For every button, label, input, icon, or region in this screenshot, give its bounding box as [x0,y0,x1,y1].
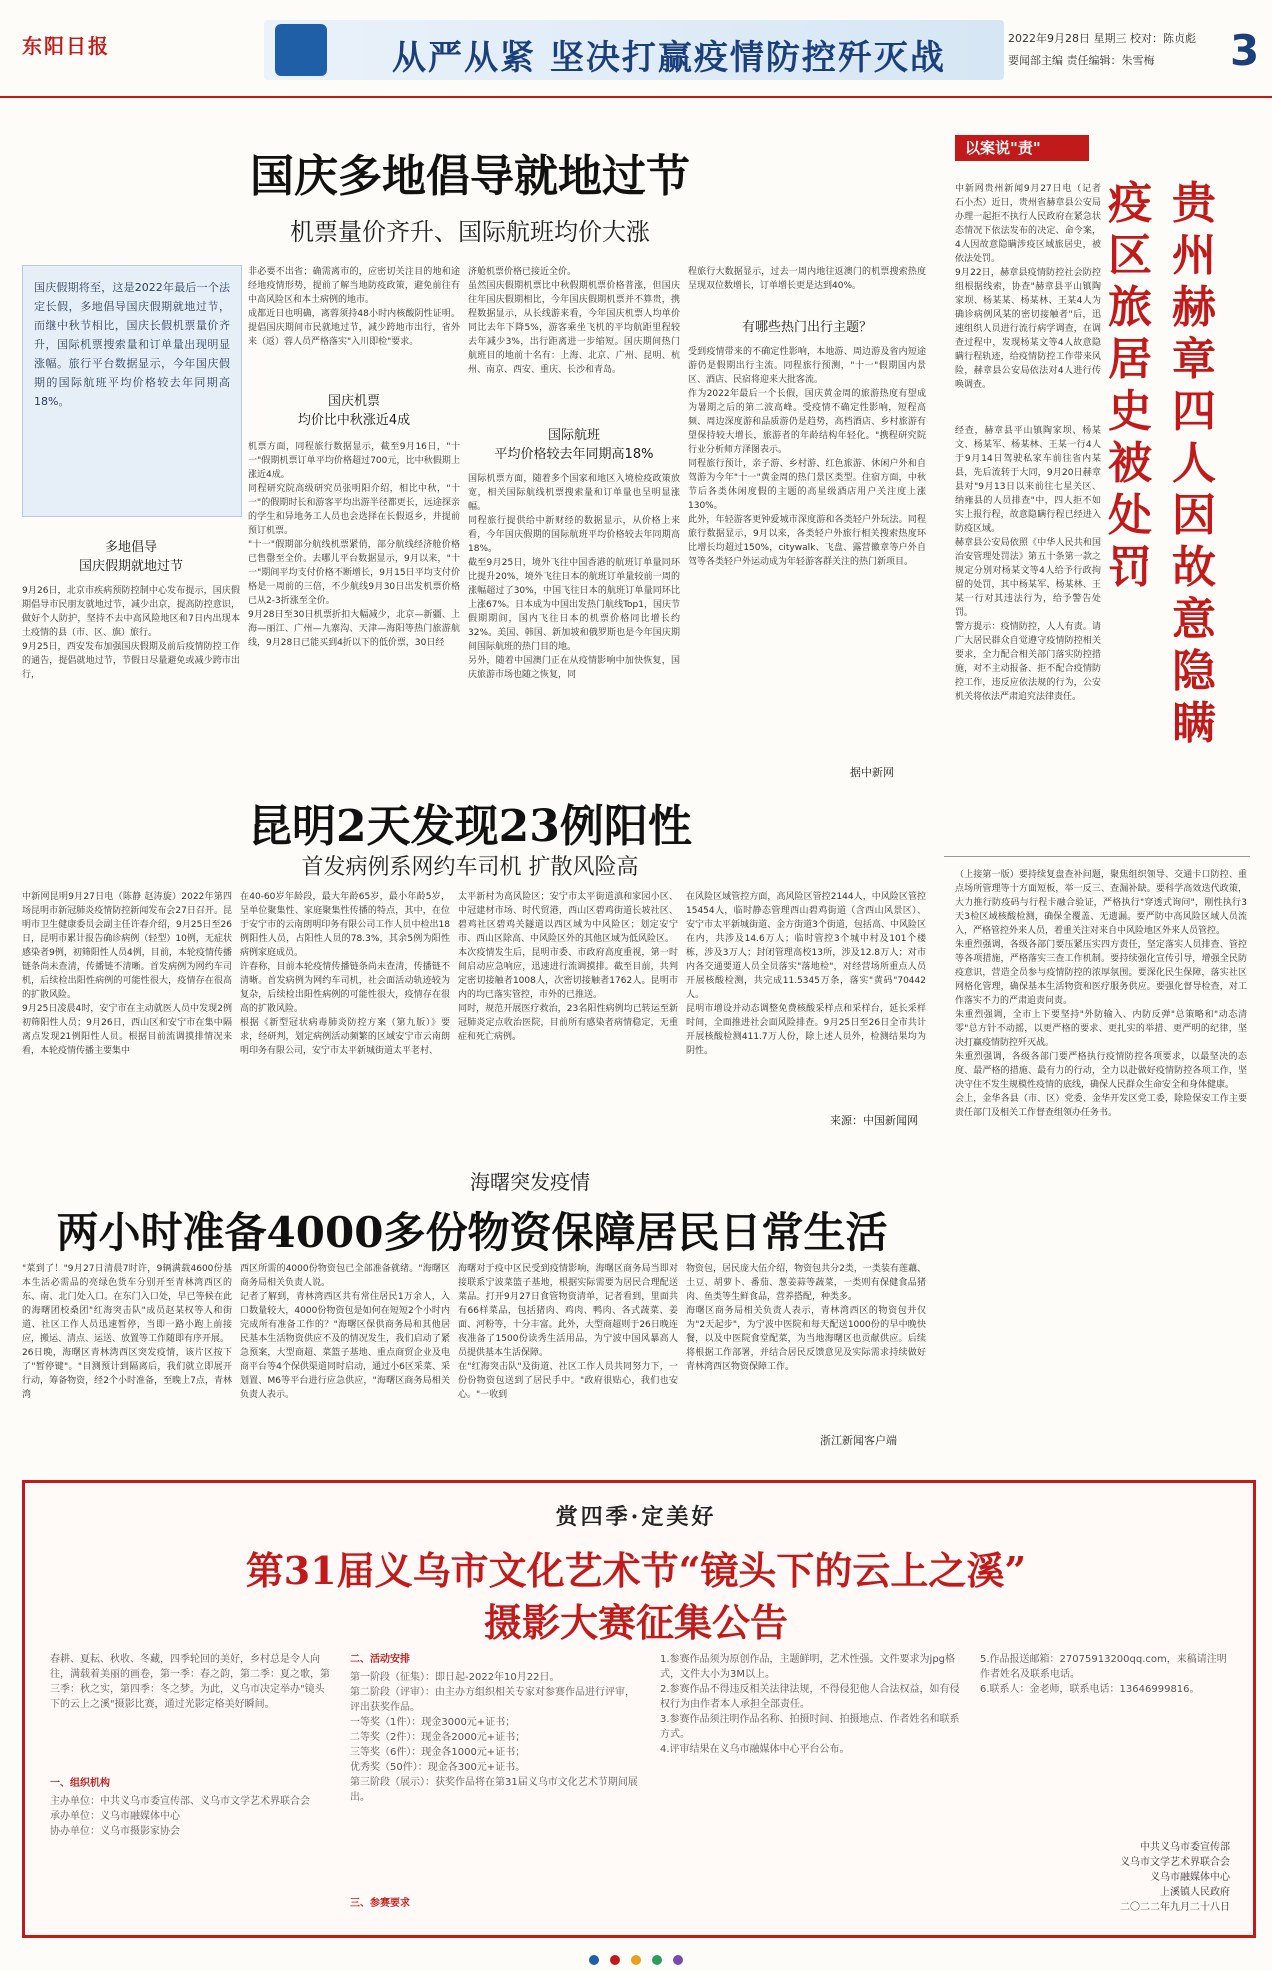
article1-subhead-2: 国庆机票 均价比中秋涨近4成 [297,394,411,428]
notice-col2-heading: 二、活动安排 [350,1654,410,1665]
sidebar-label: 以案说"责" [955,135,1089,161]
article2-col3: 太平新村为高风险区；安宁市太平街道滇和家园小区、中冠建材市场、时代贸港，西山区碧鸡街道长坡社区、碧鸡社区碧鸡关隧道以西区域为中风险区；划定安宁市、西山区除高、中风险区外的其他区域为低风险区。 本次疫情发生后，昆明市委、市政府高度重视，第一时间启动应急响应，迅速进行流调摸排。截至目前，共判定密切接触者1008人，次密切接触者1762人。昆明市内的均已落实管控，市外的已推送。 同时，规范开展医疗救治，23名阳性病例均已转运至新冠肺炎定点收治医院，目前所有感染者病情稳定，无重症和死亡病例。 [458,892,678,1042]
article1-subtitle: 机票量价齐升、国际航班均价大涨 [290,218,650,246]
sidebar-text-1: 中新网贵州新闻9月27日电（记者 石小杰）近日，贵州省赫章县公安局办理一起拒不执行人民政府在紧急状态情况下依法发布的决定、命令案，4人因故意隐瞒涉疫区域旅居史，被依法处罚。 9月22日，赫章县疫情防控社会防控组根据线索，协查"赫章县平山镇陶家坝、杨某某、杨某林、王某4人为确诊病例风某的密切接触者"后，迅速组织人员进行流行病学调查，在调查过程中，发现杨某文等4人故意隐瞒行程轨迹，给疫情防控工作带来风险，赫章县公安局依法对4人进行传唤调查。 [955,184,1101,390]
notice-col1: 春耕、夏耘、秋收、冬藏，四季轮回的美好，乡村总是令人向往，满载着美丽的画卷，第一季：春之韵，第二季：夏之歌，第三季：秋之实，第四季：冬之梦。为此，义乌市决定举办"镜头下的云上之溪"摄影比赛，通过光影定格美好瞬间。 [50,1654,330,1710]
paper-name: 东阳日报 [22,34,110,58]
article1-col2: 非必要不出省；确需离市的，应密切关注目的地和途经地疫情形势，提前了解当地防疫政策，避免前往有中高风险区和本土病例的地市。 成都近日也明确，离蓉须持48小时内核酸阴性证明。提倡国庆期间市民就地过节，减少跨地市出行，省外来（返）蓉人员严格落实"入川即检"要求。 [248,267,460,347]
article3-col3: 海曙对于疫中区民受到疫情影响，海曙区商务局当即对接联系宁波菜篮子基地，根据实际需要为居民合理配送菜品。打开9月27日食管物资清单，记者看到，里面共有66样菜品，包括猪肉、鸡肉、鸭肉、各式蔬菜、姜面、河粉等，十分丰富。此外，大型商超则于26日晚连夜准备了1500份读秀生活用品，为宁波中国风暴高人员提供基本生活保障。 在"红海突击队"及街道、社区工作人员共同努力下，一份份物资包送到了居民手中。"政府很贴心，我们也安心。"一收到 [458,1264,678,1400]
notice-col2: 第一阶段（征集）：即日起-2022年10月22日。 第二阶段（评审）：由主办方组织相关专家对参赛作品进行评审，评出获奖作品。 一等奖（1件）：现金3000元+证书； 二等奖（2件）：现金各2000元+证书； 三等奖（6件）：现金各1000元+证书； 优秀奖（50件）：现金各300元+证书。 第三阶段（展示）：获奖作品将在第31届义乌市文化艺术节期间展出。 [350,1672,638,1803]
article1-lead: 国庆假期将至，这是2022年最后一个法定长假，多地倡导国庆假期就地过节，而继中秋节相比，国庆长假机票量价齐升，国际机票搜索量和订单量出现明显涨幅。旅行平台数据显示，今年国庆假期的国际航班平均价格较去年同期高18%。 [34,281,230,408]
article2-source: 来源：中国新闻网 [830,1114,918,1127]
article1-col2b: 机票方面，同程旅行数据显示，截至9月16日，"十一"假期机票订单平均价格超过700元，比中秋假期上涨近4成。 同程研究院高级研究员张明阳介绍，相比中秋，"十一"的假期时长和游客平均出游半径都更长，远途探亲的学生和异地务工人员也会选择在长假返乡，并提前预订机票。 "十一"假期部分航线机票紧俏，部分航线经济舱价格已售罄至全价。去哪儿平台数据显示，9月以来，"十一"期间平均支付价格不断增长，9月15日平均支付价格是一周前的三倍，不少航线9月30日出发机票价格已从2-3折涨至全价。 9月28日至30日机票折扣大幅减少，北京—新疆、上海—丽江、广州—九寨沟、天津—海阳等热门旅游航线，9月28日已能买到4折以下的低价票，30日经 [248,442,460,648]
column-divider [944,856,1250,857]
footer-decoration [0,1950,1272,1964]
article1-title: 国庆多地倡导就地过节 [250,151,690,202]
article1-col4: 程旅行大数据显示，过去一周内地往返澳门的机票搜索热度呈现双位数增长，订单增长更是达到40%。 [688,267,926,291]
article3-col4: 物资包，居民庞大伍介绍，物资包共分2类，一类装有莲藕、土豆、胡萝卜、番茄、葱姜蒜等蔬菜，一类则有保健食品猪肉、鱼类等生鲜食品，营养搭配，种类多。 海曙区商务局相关负责人表示，青林湾西区的物资包并仅为"2天起步"，为宁波中医院和每天配送1000份的早中晚快餐，以及中医院食堂配菜，为当地海曙区也贡献供应。后续将根据工作部署，并结合居民反馈意见及实际需求持续做好青林湾西区物资保障工作。 [686,1264,926,1372]
sidebar-title-b: 疫区旅居史被处罚 [1108,178,1152,593]
article1-col3: 济舱机票价格已接近全价。 虽然国庆假期机票比中秋假期机票价格普涨，但国庆往年国庆假期相比，今年国庆假期机票并不算贵，携程数据显示，从长线游来看，今年国庆机票人均单价同比去年下降5%，游客乘坐飞机的平均航距里程较去年减少3%，出行距离进一步缩短。国庆期间热门航班目的地前十名有：上海、北京、广州、昆明、杭州、南京、西安、重庆、长沙和青岛。 [468,267,680,375]
article2-col4: 在风险区域管控方面，高风险区管控2144人，中风险区管控15454人，临时静态管理西山碧鸡街道（含西山风景区）、安宁市太平新城街道、金方街道3个街道，包括高、中风险区在内，共涉及14.6万人；临时管控3个城中村及101个楼栋，涉及3万人；封闭管理高校13所，涉及12.8万人；对市内各交通要道人员全员落实"落地检"，对经营场所重点人员开展核酸检测，共完成11.5345万条，落实"黄码"70442人。 昆明市增设并动态调整免费核酸采样点和采样台，延长采样时间，全面推进社会面风险排查。9月25日至26日全市共计开展核酸检测411.7万人份，除上述人员外，检测结果均为阴性。 [686,892,926,1056]
footer-dot-icon [631,1955,641,1965]
article1-subhead-3: 国际航班 平均价格较去年同期高18% [494,428,654,462]
article2-col1: 中新网昆明9月27日电（陈静 赵涛旋）2022年第四场昆明市新冠肺炎疫情防控新闻发布会27日召开。昆明市卫生健康委员会副主任许春介绍，9月25日至26日，昆明市累计报告确诊病例（轻型）10例，无症状感染者9例，初筛阳性人员4例，目前，本轮疫情传播链条尚未查清，传播链不清晰。首发病例为网约车司机，后续检出阳性病例的可能性很大，疫情存在很高的扩散风险。 9月25日凌晨4时，安宁市在主动就医人员中发现2例初筛阳性人员；9月26日，西山区和安宁市在集中隔离点发现21例阳性人员。根据目前流调摸排情况来看，本轮疫情传播主要集中 [22,892,232,1056]
article1-col1: 9月26日，北京市疾病预防控制中心发布提示，国庆假期倡导市民朋友就地过节，减少出京，提高防控意识，做好个人防护，坚持不去中高风险地区和7日内出现本土疫情的县（市、区、旗）旅行。 9月25日，西安发布加强国庆假期及前后疫情防控工作的通告，提倡就地过节，节假日尽量避免或减少跨市出行， [22,586,240,680]
notice-col1b: 主办单位：中共义乌市委宣传部、义乌市文学艺术界联合会 承办单位：义乌市融媒体中心 协办单位：义乌市摄影家协会 [50,1796,310,1837]
article1-col3b: 国际机票方面，随着多个国家和地区入境检疫政策放宽，相关国际航线机票搜索量和订单量也呈明显涨幅。 同程旅行提供给中新财经的数据显示，从价格上来看，今年国庆假期的国际航班平均价格较去年同期高18%。 截至9月25日，境外飞往中国香港的航班订单量同环比提升20%，境外飞往日本的航班订单量较前一周的涨幅超过了30%，中国飞往日本的航班订单量同环比上涨67%。日本成为中国出发热门航线Top1，国庆节假期期间，国内飞往日本的机票价格同比增长约32%。美国、韩国、新加坡和俄罗斯也是今年国庆期间国际航班的热门目的地。 另外，随着中国澳门正在从疫情影响中加快恢复，国庆旅游市场也随之恢复，同 [468,474,680,680]
footer-dot-icon [673,1955,683,1965]
footer-dot-icon [652,1955,662,1965]
article1-col4b: 受到疫情带来的不确定性影响，本地游、周边游及省内短途游仍是假期出行主流。同程旅行预测，"十一"假期国内景区、酒店、民宿将迎来大批客流。 作为2022年最后一个长假，国庆黄金周的旅游热度有望成为暑期之后的第二波高峰。受疫情不确定性影响，短程高频、周边深度游和品质游仍是趋势，高档酒店、乡村旅游有望保持较大增长，旅游者的年龄结构年轻化。"携程研究院行业分析师方泽图表示。 同程旅行预计，亲子游、乡村游、红色旅游、休闲户外和自驾游为今年"十一"黄金周的热门景区类型。住宿方面，中秋节后各类休闲度假的主题的高星级酒店用户关注度上涨130%。 此外，年轻游客更钟爱城市深度游和各类轻户外玩法。同程旅行数据显示，9月以来，各类轻户外旅行相关搜索热度环比增长均超过150%，citywalk、飞盘、露营徽章等户外自驾等各类轻户外运动成为年轻游客群关注的热门新项目。 [688,347,926,567]
medical-worker-icon [275,24,327,76]
notice-col3: 1.参赛作品须为原创作品，主题鲜明，艺术性强。文件要求为jpg格式，文件大小为3M以上。 2.参赛作品不得违反相关法律法规，不得侵犯他人合法权益，如有侵权行为由作者本人承担全部责任。 3.参赛作品须注明作品名称、拍摄时间、拍摄地点、作者姓名和联系方式。 4.评审结果在义乌市融媒体中心平台公布。 [660,1654,960,1755]
article2-title: 昆明2天发现23例阳性 [248,801,692,852]
article2-subtitle: 首发病例系网约车司机 扩散风险高 [301,855,639,880]
article3-source: 浙江新闻客户端 [820,1434,897,1447]
notice-title-2: 摄影大赛征集公告 [483,1600,788,1645]
notice-title-1: 第31届义乌市文化艺术节“镜头下的云上之溪” [245,1548,1027,1593]
sidebar-text-2: 经查，赫章县平山镇陶家坝、杨某文、杨某军、杨某林、王某一行4人于9月14日驾驶私家车前往省内某县，先后流转于大同，9月20日赫章县对"9月13日以来前往七星关区、纳雍县的人员排查"中，四人拒不如实上报行程，故意隐瞒行程已经进入防疫区域。 赫章县公安局依照《中华人民共和国治安管理处罚法》第五十条第一款之规定分别对杨某文等4人给予行政拘留的处罚，其中杨某军、杨某林、王某一行对其违法行为，给予警告处罚。 警方提示：疫情防控，人人有责。请广大居民群众自觉遵守疫情防控相关要求，全力配合相关部门落实防控措施，对不主动报备、拒不配合疫情防控工作，违反应依法规的行为，公安机关将依法严肃追究法律责任。 [955,426,1101,702]
notice-col1-heading: 一、组织机构 [50,1778,110,1789]
notice-organizers: 中共义乌市委宣传部 义乌市文学艺术界联合会 义乌市融媒体中心 上溪镇人民政府 二〇二二年九月二十八日 [1120,1842,1230,1913]
article1-subhead-1: 多地倡导 国庆假期就地过节 [78,540,183,574]
article3-col1: "菜到了！"9月27日清晨7时许，9辆满载4600份基本生活必需品的亮绿色货车分别开至青林湾西区的东、南、北门处入口。在东门入口处，早已等候在此的海曙团校桑团"红海突击队"成员赵某权等人和街道、社区工作人员迅速暂停，当即一路小跑上前接应，搬运、清点、运送、放置等工作随即有序开展。 26日晚，海曙区青林湾西区突发疫情，该片区按下了"暂停键"。"目测预计到隔离后，我们就立即展开行动，筹备物资，经2个小时准备，至晚上7点，青林湾 [22,1264,232,1400]
article1-source: 据中新网 [850,766,894,779]
footer-dot-icon [589,1955,599,1965]
notice-kicker: 赏四季·定美好 [555,1504,717,1530]
sidebar-title-a: 贵州赫章四人因故意隐瞒 [1172,178,1216,749]
editor-line: 要闻部主编 责任编辑：朱雪梅 [1008,54,1155,67]
notice-col4: 5.作品报送邮箱：27075913200qq.com，来稿请注明作者姓名及联系电话。 6.联系人：金老师，联系电话：13646999816。 [980,1654,1227,1695]
article3-title: 两小时准备4000多份物资保障居民日常生活 [56,1208,888,1257]
right-lower-continuation: （上接第一版）要持续复盘查补问题，聚焦组织领导、交通卡口防控、重点场所管理等十方面短板，举一反三、查漏补缺。要科学高效迭代政策，大力推行防疫码与行程卡融合验证，严格执行"穿透式询问"，刚性执行3天3检区域核酸检测，确保全覆盖、无遗漏。要严防中高风险区域人员流入，严格管控外来人员，着重关注对来自中风险地区外来人员管控。 朱重烈强调，各级各部门要压紧压实四方责任，坚定落实人员排查、管控等各项措施，严格落实三查工作机制。要持续强化宣传引导，增强全民防疫意识，营造全员参与疫情防控的浓厚氛围。要深化民生保障，落实社区网格化管理，确保基本生活物资和医疗服务供应。要强化督导检查，对工作落实不力的严肃追责问责。 朱重烈强调，全市上下要坚持"外防输入、内防反弹"总策略和"动态清零"总方针不动摇，以更严格的要求、更扎实的举措、更严明的纪律，坚决打赢疫情防控歼灭战。 朱重烈强调，各级各部门要严格执行疫情防控各项要求，以最坚决的态度、最严格的措施、最有力的行动，全力以赴做好疫情防控各项工作，坚决守住不发生规模性疫情的底线，确保人民群众生命安全和身体健康。 会上，金华各县（市、区）党委、金华开发区党工委，除险保安工作主要责任部门及相关工作督查组领办任务书。 [955,870,1247,1118]
article1-subhead-4: 有哪些热门出行主题？ [741,320,872,335]
article2-col2: 在40-60岁年龄段，最大年龄65岁，最小年龄5岁，呈单位聚集性、家庭聚集性传播的特点，其中，在位于安宁市的云南朗明印务有限公司工作人员中检出18例阳性人员，占阳性人员的78.3%，其余5例为阳性病例家庭成员。 许春称，目前本轮疫情传播链条尚未查清，传播链不清晰。首发病例为网约车司机，社会面活动轨迹较为复杂，后续检出阳性病例的可能性很大，疫情存在很高的扩散风险。 根据《新型冠状病毒肺炎防控方案（第九版）》要求，经研判，划定病例活动频繁的区域安宁市云南朗明印务有限公司，安宁市太平新城街道太平老村、 [240,892,450,1056]
date-line: 2022年9月28日 星期三 校对：陈贞彪 [1008,32,1196,45]
article3-col2: 西区所需的4000份物资包已全部准备就绪。"海曙区商务局相关负责人说。 记者了解到，青林湾西区共有常住居民1万余人，入口数量较大，4000份物资包是如何在短短2个小时内完成所有准备工作的？"海曙区保供商务局和其他居民基本生活物资供应不及的情况发生，我们启动了紧急预案，大型商超、菜篮子基地、重点商贸企业及电商平台等4个保供渠道同时启动，通过小6区采菜、采划置、M6等平台进行应急供应，"海曙区商务局相关负责人表示。 [240,1264,450,1400]
banner-slogan: 从严从紧 坚决打赢疫情防控歼灭战 [392,38,946,78]
footer-dot-icon [610,1955,620,1965]
article3-kicker: 海曙突发疫情 [470,1170,590,1194]
page-number: 3 [1230,26,1260,75]
notice-col2-heading-2: 三、参赛要求 [350,1898,410,1909]
